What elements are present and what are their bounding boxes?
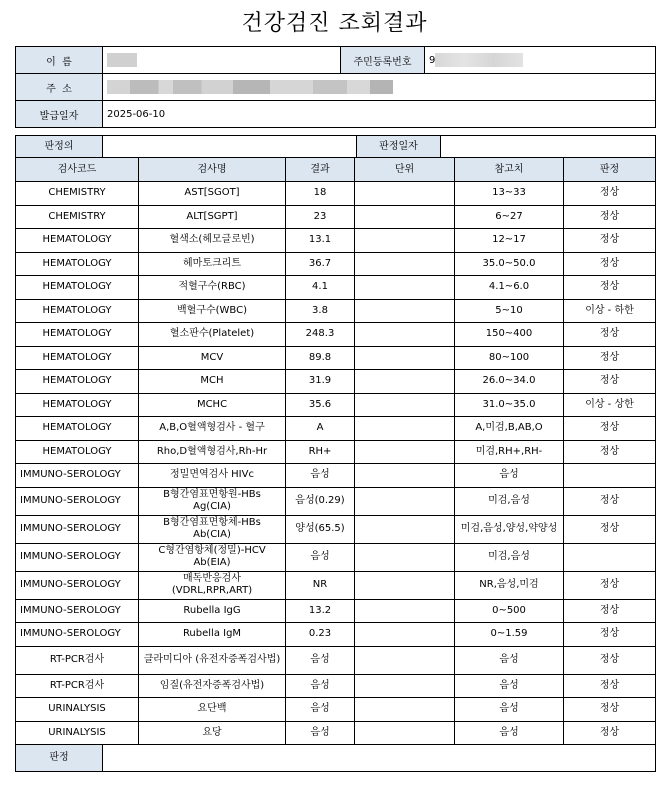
cell-reference: 80~100 <box>455 346 564 370</box>
cell-reference: 음성 <box>455 646 564 674</box>
table-row <box>16 571 656 599</box>
final-judgment-label: 판정 <box>16 745 103 772</box>
cell-test-name: B형간염표면항체-HBs Ab(CIA) <box>139 515 286 543</box>
cell-unit <box>355 440 455 464</box>
cell-unit <box>355 623 455 647</box>
cell-result: 음성 <box>286 721 355 745</box>
table-row <box>16 370 656 394</box>
cell-reference: 음성 <box>455 674 564 698</box>
cell-test-name: 백혈구수(WBC) <box>139 299 286 323</box>
cell-result: 35.6 <box>286 393 355 417</box>
cell-unit <box>355 698 455 722</box>
col-header-judgment: 판정 <box>564 158 656 182</box>
cell-reference: 26.0~34.0 <box>455 370 564 394</box>
cell-test-name: C형간염항체(정밀)-HCV Ab(EIA) <box>139 543 286 571</box>
cell-test-name: AST[SGOT] <box>139 182 286 206</box>
final-judgment-value <box>103 745 656 772</box>
cell-judgment: 정상 <box>564 599 656 623</box>
table-row <box>16 323 656 347</box>
cell-reference: 31.0~35.0 <box>455 393 564 417</box>
cell-unit <box>355 299 455 323</box>
cell-test-code: HEMATOLOGY <box>16 252 139 276</box>
table-row <box>16 182 656 206</box>
cell-unit <box>355 674 455 698</box>
cell-test-code: RT-PCR검사 <box>16 674 139 698</box>
judging-doctor-value <box>103 136 357 158</box>
table-row <box>16 487 656 515</box>
cell-result: 음성 <box>286 674 355 698</box>
column-header-row <box>16 158 656 182</box>
cell-test-code: URINALYSIS <box>16 698 139 722</box>
cell-unit <box>355 571 455 599</box>
table-row <box>16 205 656 229</box>
cell-reference: 음성 <box>455 721 564 745</box>
cell-judgment: 정상 <box>564 571 656 599</box>
table-row <box>16 543 656 571</box>
redacted-name <box>107 53 137 67</box>
cell-reference: 0~1.59 <box>455 623 564 647</box>
table-row <box>16 464 656 488</box>
cell-reference: 12~17 <box>455 229 564 253</box>
cell-test-name: 매독반응검사 (VDRL,RPR,ART) <box>139 571 286 599</box>
cell-test-name: Rho,D혈액형검사,Rh-Hr <box>139 440 286 464</box>
table-row <box>16 721 656 745</box>
cell-judgment: 정상 <box>564 646 656 674</box>
cell-judgment: 정상 <box>564 205 656 229</box>
cell-unit <box>355 599 455 623</box>
cell-test-name: Rubella IgG <box>139 599 286 623</box>
cell-test-name: 클라미디아 (유전자증폭검사법) <box>139 646 286 674</box>
cell-test-code: IMMUNO-SEROLOGY <box>16 487 139 515</box>
cell-reference: 6~27 <box>455 205 564 229</box>
col-header-reference: 참고치 <box>455 158 564 182</box>
cell-reference: 미검,음성 <box>455 543 564 571</box>
cell-judgment: 정상 <box>564 515 656 543</box>
cell-result: RH+ <box>286 440 355 464</box>
cell-test-code: HEMATOLOGY <box>16 276 139 300</box>
cell-reference: 미검,음성 <box>455 487 564 515</box>
address-label: 주 소 <box>16 74 103 101</box>
cell-reference: 5~10 <box>455 299 564 323</box>
table-row <box>16 252 656 276</box>
cell-judgment: 정상 <box>564 229 656 253</box>
table-row <box>16 599 656 623</box>
cell-reference: 미검,음성,양성,약양성 <box>455 515 564 543</box>
cell-test-code: HEMATOLOGY <box>16 323 139 347</box>
patient-info-table <box>15 46 656 128</box>
issue-date-value: 2025-06-10 <box>103 101 656 128</box>
cell-test-code: HEMATOLOGY <box>16 393 139 417</box>
cell-result: 음성(0.29) <box>286 487 355 515</box>
table-row <box>16 299 656 323</box>
cell-result: 음성 <box>286 464 355 488</box>
cell-reference: 미검,RH+,RH- <box>455 440 564 464</box>
cell-test-code: HEMATOLOGY <box>16 440 139 464</box>
table-row <box>16 515 656 543</box>
table-row <box>16 417 656 441</box>
final-judgment-row <box>16 745 656 772</box>
name-row <box>16 47 656 74</box>
cell-result: 31.9 <box>286 370 355 394</box>
cell-test-name: A,B,O혈액형검사 - 혈구 <box>139 417 286 441</box>
cell-result: 음성 <box>286 646 355 674</box>
cell-judgment: 정상 <box>564 182 656 206</box>
cell-unit <box>355 543 455 571</box>
cell-test-code: URINALYSIS <box>16 721 139 745</box>
table-row <box>16 393 656 417</box>
cell-test-name: 정밀면역검사 HIVc <box>139 464 286 488</box>
cell-test-name: 혈소판수(Platelet) <box>139 323 286 347</box>
table-row <box>16 346 656 370</box>
cell-result: 248.3 <box>286 323 355 347</box>
cell-result: 13.2 <box>286 599 355 623</box>
cell-result: NR <box>286 571 355 599</box>
cell-test-name: 적혈구수(RBC) <box>139 276 286 300</box>
name-label: 이 름 <box>16 47 103 74</box>
cell-reference: 150~400 <box>455 323 564 347</box>
cell-reference: NR,음성,미검 <box>455 571 564 599</box>
cell-result: 18 <box>286 182 355 206</box>
redacted-address <box>107 80 393 94</box>
cell-test-name: MCV <box>139 346 286 370</box>
cell-result: 3.8 <box>286 299 355 323</box>
cell-judgment: 정상 <box>564 276 656 300</box>
cell-judgment <box>564 464 656 488</box>
table-row <box>16 646 656 674</box>
cell-result: 4.1 <box>286 276 355 300</box>
table-row <box>16 229 656 253</box>
cell-test-code: IMMUNO-SEROLOGY <box>16 543 139 571</box>
issue-date-label: 발급일자 <box>16 101 103 128</box>
cell-unit <box>355 323 455 347</box>
cell-unit <box>355 515 455 543</box>
cell-test-name: 임질(유전자증폭검사법) <box>139 674 286 698</box>
col-header-result: 결과 <box>286 158 355 182</box>
cell-test-name: 요단백 <box>139 698 286 722</box>
cell-test-name: B형간염표면항원-HBs Ag(CIA) <box>139 487 286 515</box>
cell-judgment: 정상 <box>564 417 656 441</box>
cell-reference: 4.1~6.0 <box>455 276 564 300</box>
cell-result: 양성(65.5) <box>286 515 355 543</box>
page-title: 건강검진 조회결과 <box>241 11 428 36</box>
cell-unit <box>355 252 455 276</box>
rrn-label: 주민등록번호 <box>341 47 425 74</box>
cell-test-code: IMMUNO-SEROLOGY <box>16 571 139 599</box>
cell-unit <box>355 487 455 515</box>
address-row <box>16 74 656 101</box>
cell-judgment: 정상 <box>564 370 656 394</box>
cell-result: 음성 <box>286 698 355 722</box>
col-header-unit: 단위 <box>355 158 455 182</box>
cell-judgment: 이상 - 하한 <box>564 299 656 323</box>
table-row <box>16 276 656 300</box>
cell-judgment: 이상 - 상한 <box>564 393 656 417</box>
cell-judgment <box>564 543 656 571</box>
cell-unit <box>355 229 455 253</box>
rrn-prefix: 9 <box>429 55 436 66</box>
cell-result: 36.7 <box>286 252 355 276</box>
cell-test-code: RT-PCR검사 <box>16 646 139 674</box>
cell-unit <box>355 346 455 370</box>
cell-judgment: 정상 <box>564 487 656 515</box>
cell-test-code: HEMATOLOGY <box>16 346 139 370</box>
cell-test-name: 요당 <box>139 721 286 745</box>
cell-test-name: ALT[SGPT] <box>139 205 286 229</box>
cell-test-code: HEMATOLOGY <box>16 370 139 394</box>
cell-test-code: CHEMISTRY <box>16 182 139 206</box>
judgment-date-value <box>441 136 656 158</box>
cell-test-code: HEMATOLOGY <box>16 299 139 323</box>
cell-test-code: IMMUNO-SEROLOGY <box>16 599 139 623</box>
cell-test-name: Rubella IgM <box>139 623 286 647</box>
cell-reference: 0~500 <box>455 599 564 623</box>
cell-unit <box>355 721 455 745</box>
cell-reference: 음성 <box>455 464 564 488</box>
rrn-value <box>425 47 656 74</box>
cell-unit <box>355 417 455 441</box>
cell-result: A <box>286 417 355 441</box>
cell-result: 89.8 <box>286 346 355 370</box>
col-header-code: 검사코드 <box>16 158 139 182</box>
results-body <box>16 182 656 745</box>
table-row <box>16 674 656 698</box>
cell-unit <box>355 646 455 674</box>
cell-unit <box>355 276 455 300</box>
cell-judgment: 정상 <box>564 698 656 722</box>
cell-unit <box>355 182 455 206</box>
cell-test-code: CHEMISTRY <box>16 205 139 229</box>
cell-test-name: 헤마토크리트 <box>139 252 286 276</box>
cell-test-code: HEMATOLOGY <box>16 417 139 441</box>
cell-result: 23 <box>286 205 355 229</box>
cell-judgment: 정상 <box>564 323 656 347</box>
cell-judgment: 정상 <box>564 252 656 276</box>
judging-doctor-label: 판정의 <box>16 136 103 158</box>
cell-unit <box>355 205 455 229</box>
cell-test-code: IMMUNO-SEROLOGY <box>16 623 139 647</box>
cell-test-name: MCH <box>139 370 286 394</box>
judgment-date-label: 판정일자 <box>357 136 441 158</box>
cell-reference: 35.0~50.0 <box>455 252 564 276</box>
cell-test-name: MCHC <box>139 393 286 417</box>
cell-test-code: IMMUNO-SEROLOGY <box>16 464 139 488</box>
judgment-header-row <box>16 136 656 158</box>
cell-result: 13.1 <box>286 229 355 253</box>
results-table <box>15 135 656 772</box>
cell-result: 음성 <box>286 543 355 571</box>
cell-test-name: 혈색소(헤모글로빈) <box>139 229 286 253</box>
table-row <box>16 440 656 464</box>
cell-reference: 음성 <box>455 698 564 722</box>
cell-unit <box>355 370 455 394</box>
col-header-name: 검사명 <box>139 158 286 182</box>
table-row <box>16 698 656 722</box>
cell-judgment: 정상 <box>564 674 656 698</box>
cell-unit <box>355 464 455 488</box>
cell-unit <box>355 393 455 417</box>
cell-test-code: IMMUNO-SEROLOGY <box>16 515 139 543</box>
table-row <box>16 623 656 647</box>
cell-test-code: HEMATOLOGY <box>16 229 139 253</box>
cell-judgment: 정상 <box>564 721 656 745</box>
cell-reference: 13~33 <box>455 182 564 206</box>
cell-judgment: 정상 <box>564 623 656 647</box>
cell-judgment: 정상 <box>564 346 656 370</box>
issue-date-row <box>16 101 656 128</box>
cell-result: 0.23 <box>286 623 355 647</box>
address-value <box>103 74 656 101</box>
redacted-rrn <box>435 53 523 67</box>
name-value <box>103 47 341 74</box>
cell-reference: A,미검,B,AB,O <box>455 417 564 441</box>
cell-judgment: 정상 <box>564 440 656 464</box>
